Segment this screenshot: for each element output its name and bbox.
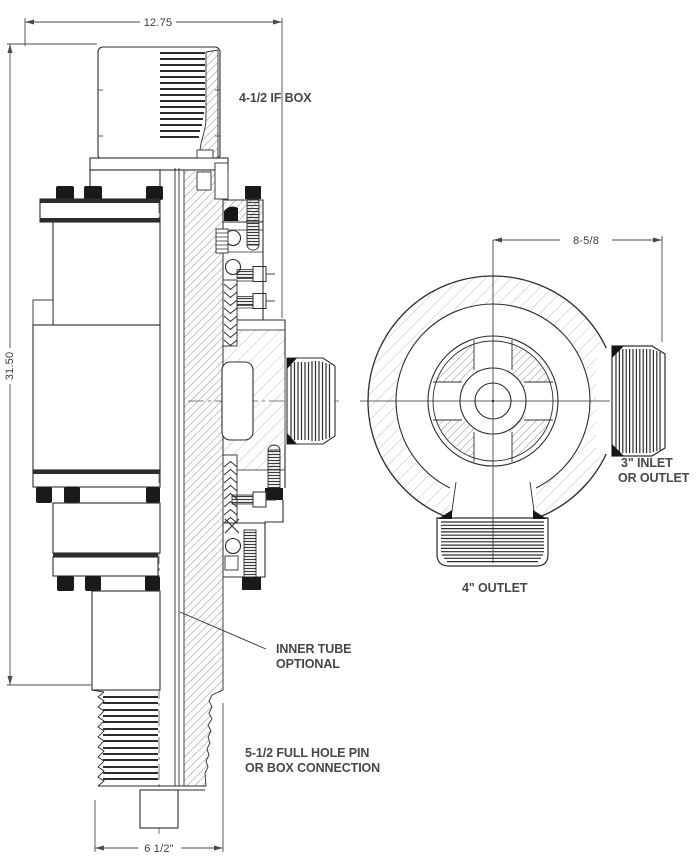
label-side-port-line2: OR OUTLET	[618, 471, 690, 485]
box-flange-bar	[90, 158, 228, 170]
ball-bearing-bottom	[226, 539, 241, 554]
label-bottom-connection-line1: 5-1/2 FULL HOLE PIN	[245, 746, 370, 760]
top-bolt-head	[245, 186, 261, 199]
bolt-row-bottom	[57, 576, 160, 591]
pin-stub	[140, 790, 178, 828]
top-bolt-tip	[247, 245, 259, 250]
dim-top-width-value: 12.75	[143, 17, 173, 29]
flange3	[53, 557, 158, 576]
lower-neck	[92, 591, 160, 690]
dim-bottom-width-value: 6 1/2"	[144, 843, 174, 855]
lower-stud-bolt	[265, 445, 283, 500]
box-flange-tab	[197, 150, 213, 158]
outlet-bore	[222, 362, 253, 440]
bowl-lower	[53, 503, 160, 553]
side-bolt-a	[237, 267, 275, 282]
body-column-hatched	[184, 170, 223, 786]
label-inner-tube-line2: OPTIONAL	[276, 657, 340, 671]
bottom-bolt-shank	[244, 530, 256, 577]
clamp-bolt	[197, 172, 211, 190]
top-box-threads	[160, 53, 205, 137]
side-bolt-b	[237, 294, 275, 309]
label-inner-tube-line1: INNER TUBE	[276, 642, 352, 656]
side-section-view	[33, 47, 340, 838]
dim-overall-height-value: 31.50	[4, 351, 16, 381]
lower-seal-piece	[225, 556, 238, 570]
bowl-upper	[53, 222, 160, 325]
flange2-band	[33, 470, 160, 474]
dim-end-view-width-value: 8-5/8	[572, 235, 600, 247]
label-bottom-connection-line2: OR BOX CONNECTION	[245, 761, 381, 775]
label-side-port-line1: 3" INLET	[621, 456, 673, 470]
bowl-main	[33, 325, 160, 470]
bottom-bolt-head	[242, 577, 261, 590]
label-top-connection: 4-1/2 IF BOX	[239, 91, 312, 105]
label-bottom-port: 4" OUTLET	[462, 581, 528, 595]
bolt-row-mid	[36, 487, 160, 503]
clamp-bar	[215, 163, 228, 199]
bowl-bracket	[33, 300, 53, 325]
pin-threads	[103, 697, 158, 779]
pin-thread-crest	[98, 692, 104, 786]
flange3-band	[53, 553, 158, 557]
end-view	[360, 240, 665, 566]
flange1-band-bottom	[40, 218, 160, 222]
